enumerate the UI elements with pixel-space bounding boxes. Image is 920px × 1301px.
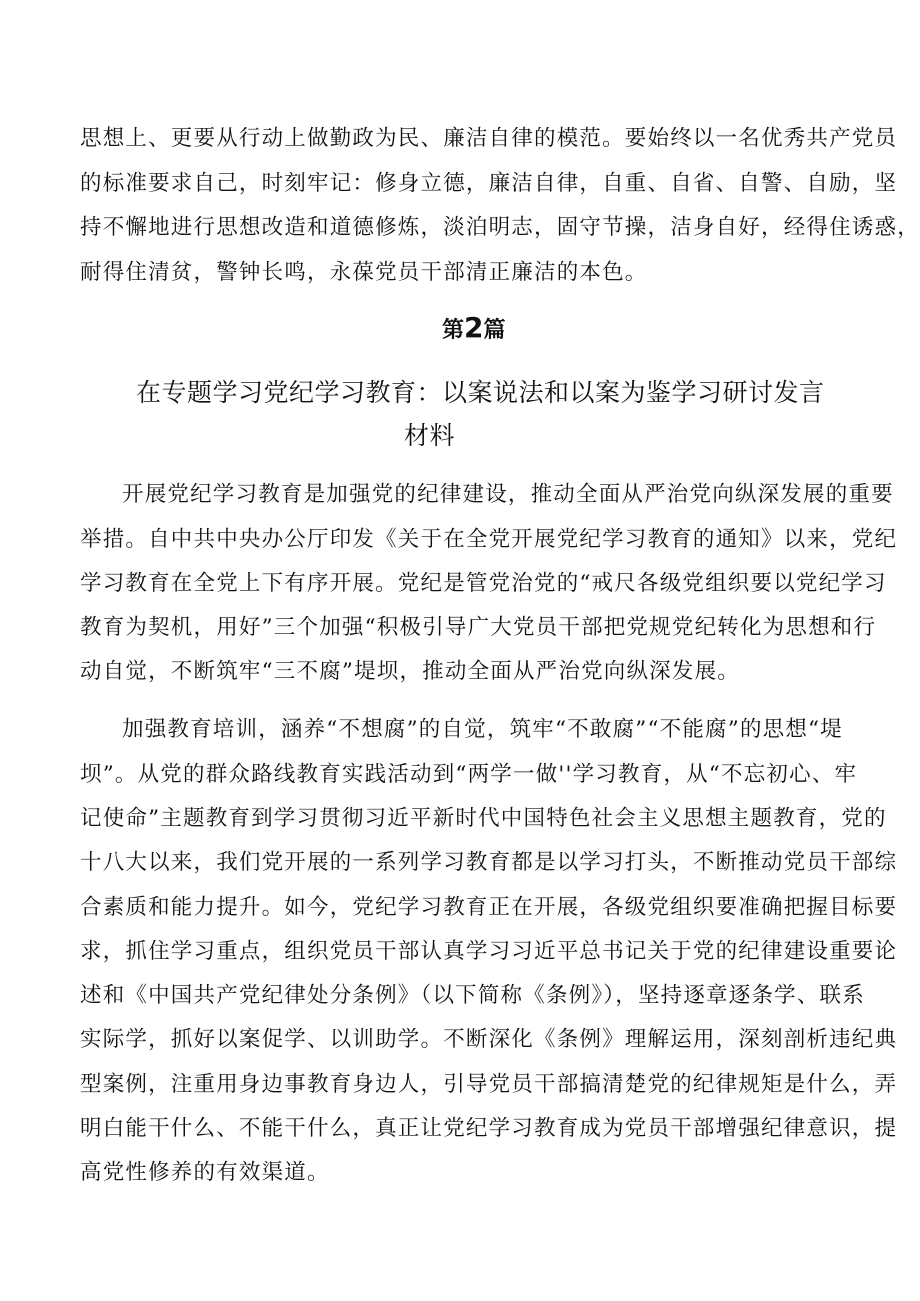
section-number: 2 <box>464 311 484 344</box>
text-line: 动自觉，不断筑牢“三不腐”堤坝，推动全面从严治党向纵深发展。 <box>80 659 740 684</box>
text-line: 耐得住清贫，警钟长鸣，永葆党员干部清正廉洁的本色。 <box>80 260 648 285</box>
text-line: 学习教育在全党上下有序开展。党纪是管党治党的“戒尺各级党组织要以党纪学习 <box>80 571 887 596</box>
text-line: 教育为契机，用好”三个加强“积极引导广大党员干部把党规党纪转化为思想和行 <box>80 615 877 640</box>
text-line: 合素质和能力提升。如今，党纪学习教育正在开展，各级党组织要准确把握目标要 <box>80 895 898 920</box>
text-line: 型案例，注重用身边事教育身边人，引导党员干部搞清楚党的纪律规矩是什么，弄 <box>80 1072 898 1097</box>
text-line: 持不懈地进行思想改造和道德修炼，淡泊明志，固守节操，洁身自好，经得住诱惑， <box>80 215 920 240</box>
article-title-line-2: 材料 <box>404 421 456 450</box>
text-line: 明白能干什么、不能干什么，真正让党纪学习教育成为党员干部增强纪律意识，提 <box>80 1116 898 1141</box>
article-title-line-1: 在专题学习党纪学习教育：以案说法和以案为鉴学习研讨发言 <box>136 378 825 407</box>
text-line: 开展党纪学习教育是加强党的纪律建设，推动全面从严治党向纵深发展的重要 <box>122 482 894 507</box>
text-line: 的标准要求自己，时刻牢记：修身立德，廉洁自律，自重、自省、自警、自励，坚 <box>80 171 898 196</box>
text-line: 思想上、更要从行动上做勤政为民、廉洁自律的模范。要始终以一名优秀共产党员 <box>80 126 898 151</box>
text-line: 述和《中国共产党纪律处分条例》（以下简称《条例》），坚持逐章逐条学、联系 <box>80 983 865 1008</box>
text-line: 高党性修养的有效渠道。 <box>80 1160 330 1185</box>
section-label <box>442 312 506 347</box>
text-line: 求，抓住学习重点，组织党员干部认真学习习近平总书记关于党的纪律建设重要论 <box>80 939 898 964</box>
text-line: 举措。自中共中央办公厅印发《关于在全党开展党纪学习教育的通知》以来，党纪 <box>80 527 898 552</box>
text-line: 记使命”主题教育到学习贯彻习近平新时代中国特色社会主义思想主题教育，党的 <box>80 806 887 831</box>
text-line: 十八大以来，我们党开展的一系列学习教育都是以学习打头，不断推动党员干部综 <box>80 850 898 875</box>
section-prefix: 第 <box>442 318 465 343</box>
text-line: 坝”。从党的群众路线教育实践活动到“两学一做''学习教育，从“不忘初心、牢 <box>80 762 858 787</box>
section-suffix: 篇 <box>483 318 506 343</box>
text-line: 实际学，抓好以案促学、以训助学。不断深化《条例》理解运用，深刻剖析违纪典 <box>80 1027 898 1052</box>
text-line: 加强教育培训，涵养“不想腐”的自觉，筑牢“不敢腐”“不能腐”的思想“堤 <box>122 717 843 742</box>
